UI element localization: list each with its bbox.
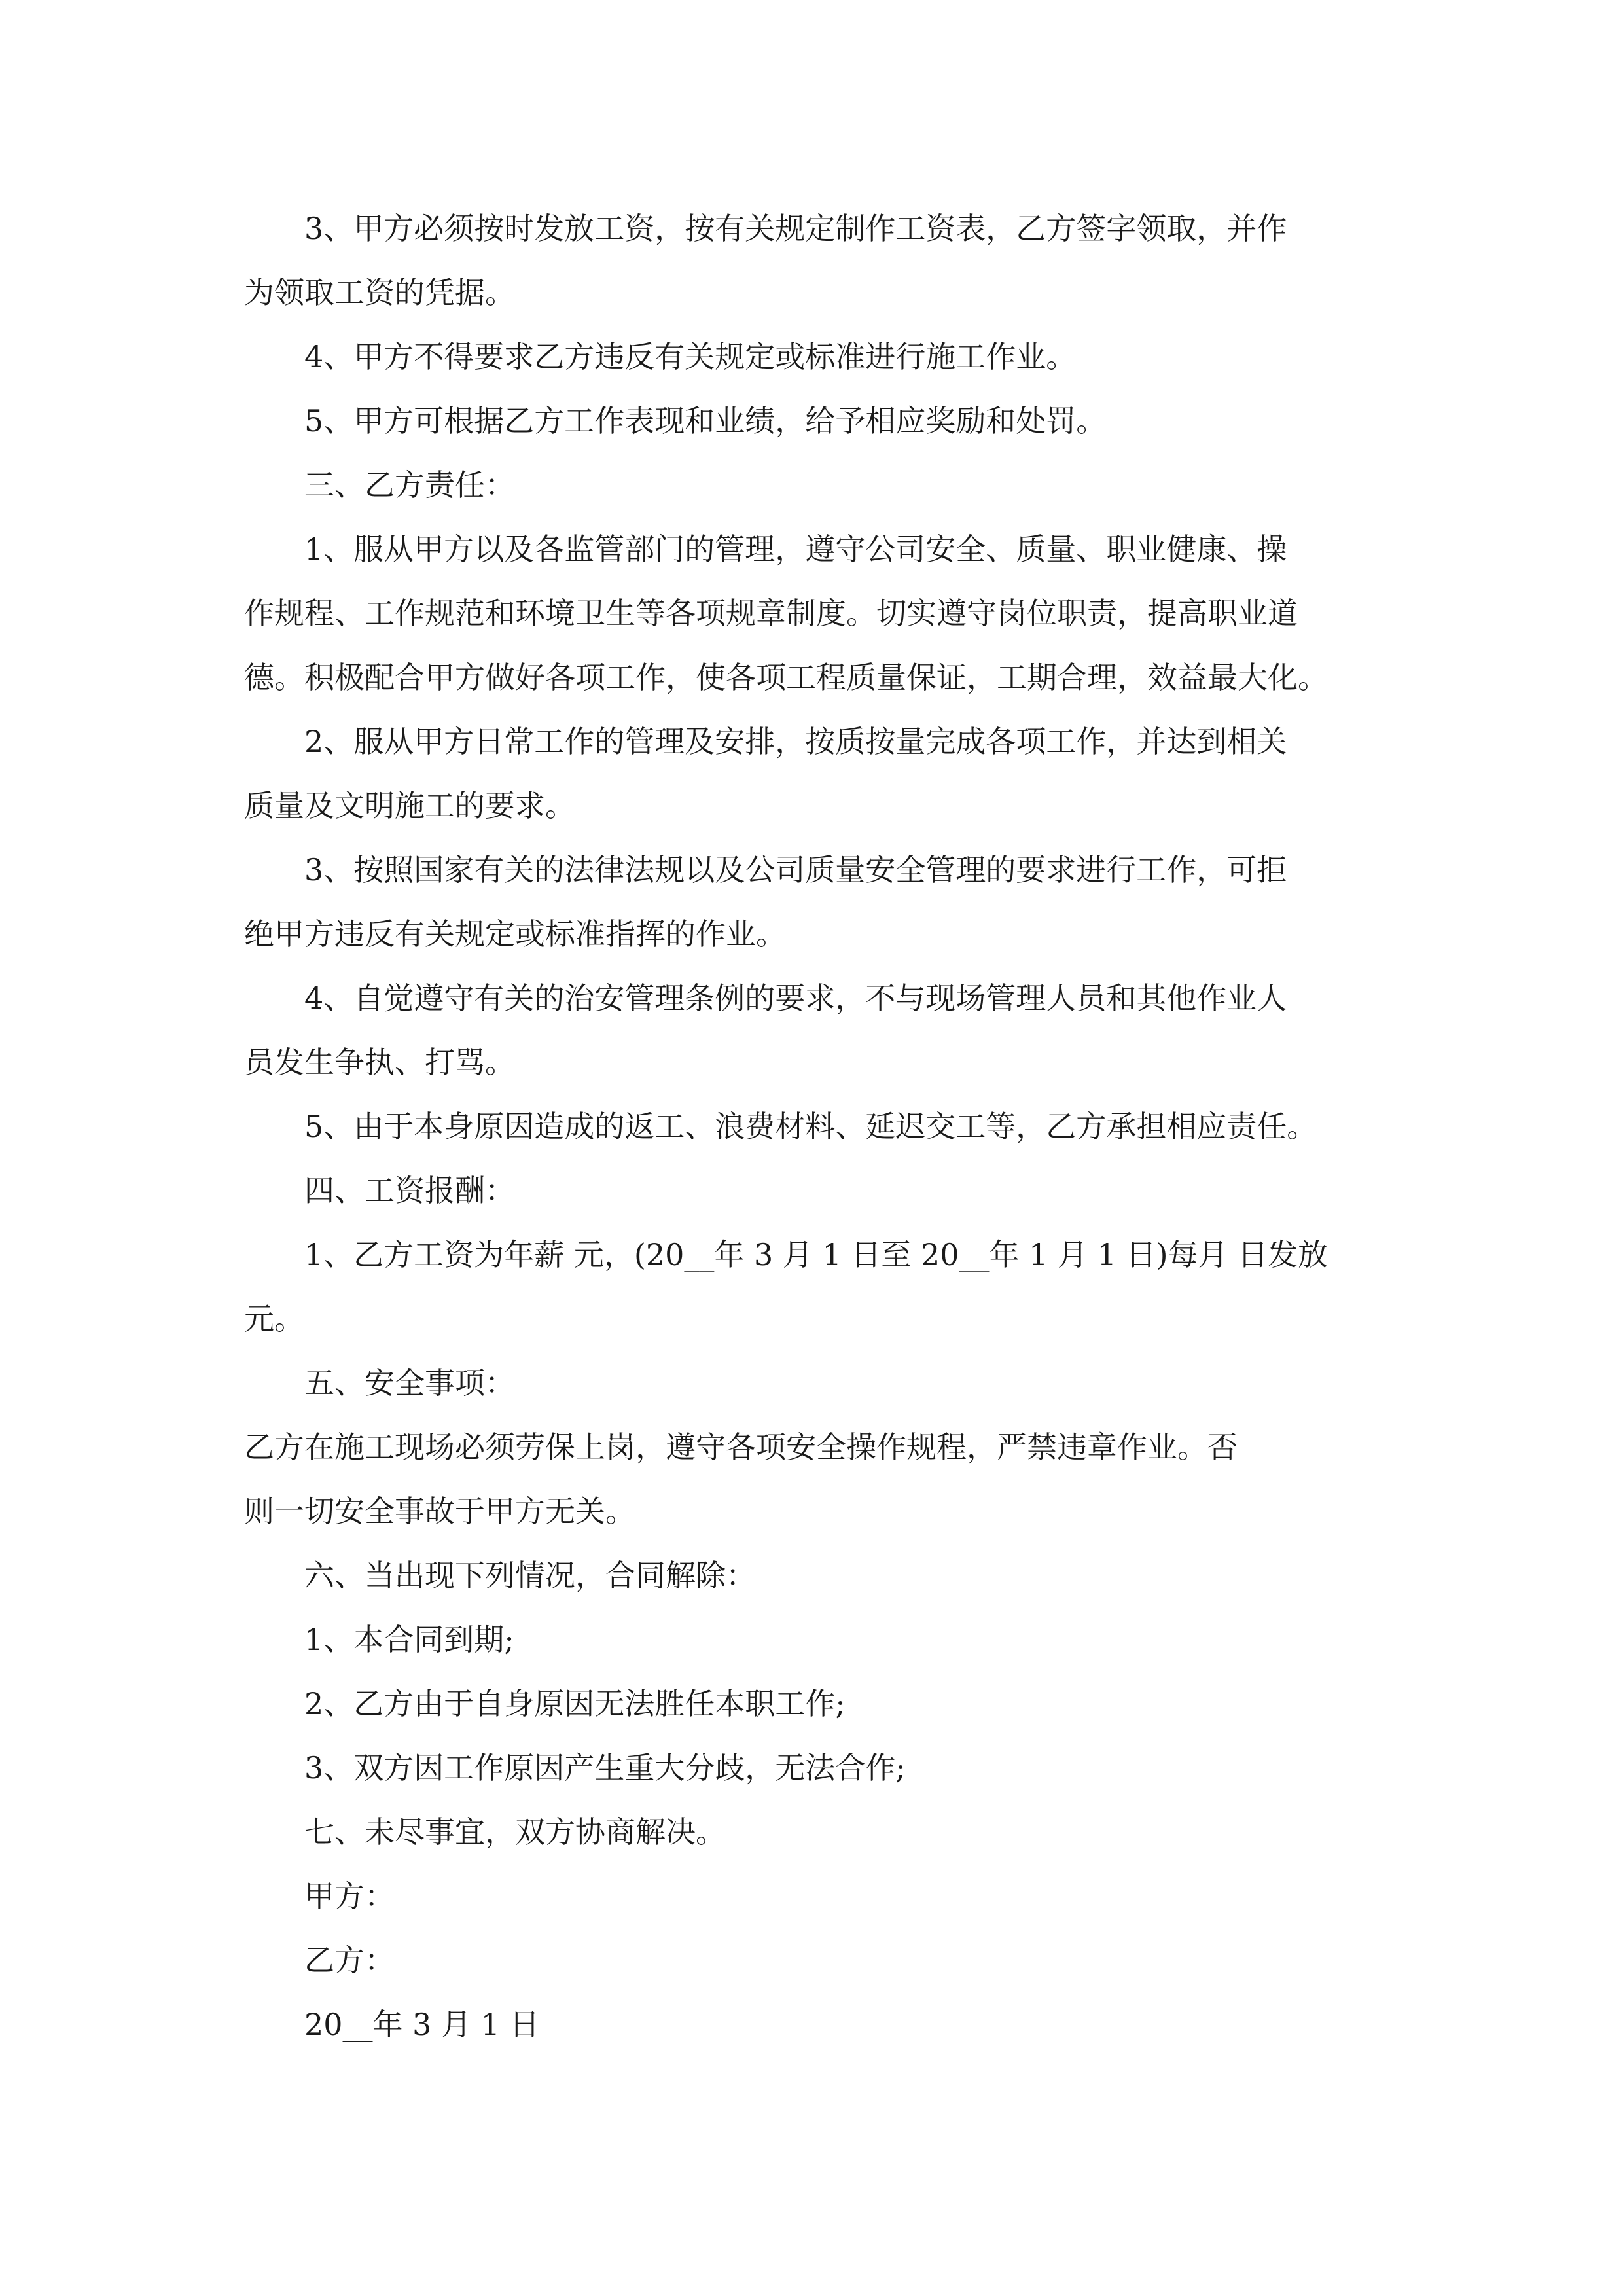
paragraph [244,1094,1393,1158]
paragraph [244,1543,1393,1607]
paragraph-line: 20__年 3 月 1 日 [304,2007,540,2042]
document-page [244,196,1393,2056]
paragraph-line: 质量及文明施工的要求。 [244,788,575,823]
paragraph [244,1672,1393,1736]
paragraph-line: 元。 [244,1301,304,1336]
paragraph-line: 甲方： [304,1878,395,1914]
paragraph-line: 为领取工资的凭据。 [244,275,515,310]
paragraph-line: 4、自觉遵守有关的治安管理条例的要求，不与现场管理人员和其他作业人 [304,980,1287,1016]
paragraph-line: 3、甲方必须按时发放工资，按有关规定制作工资表，乙方签字领取，并作 [304,211,1287,246]
paragraph [244,517,1393,709]
paragraph [244,453,1393,517]
paragraph-line: 乙方在施工现场必须劳保上岗，遵守各项安全操作规程，严禁违章作业。否 [244,1429,1238,1465]
paragraph-line: 5、由于本身原因造成的返工、浪费材料、延迟交工等，乙方承担相应责任。 [304,1109,1317,1144]
paragraph-line: 则一切安全事故于甲方无关。 [244,1494,635,1529]
paragraph [244,1158,1393,1223]
paragraph-line: 作规程、工作规范和环境卫生等各项规章制度。切实遵守岗位职责，提高职业道 [244,596,1298,631]
paragraph [244,1992,1393,2056]
paragraph-line: 1、服从甲方以及各监管部门的管理，遵守公司安全、质量、职业健康、操 [304,531,1287,567]
paragraph [244,838,1393,966]
paragraph-line: 七、未尽事宜，双方协商解决。 [304,1814,726,1850]
paragraph-line: 五、安全事项： [304,1365,515,1401]
paragraph [244,1351,1393,1415]
paragraph [244,1607,1393,1672]
paragraph-line: 1、乙方工资为年薪 元，(20__年 3 月 1 日至 20__年 1 月 1 日)每月 日发放 [304,1237,1329,1272]
paragraph-line: 1、本合同到期; [304,1622,514,1657]
paragraph-line: 六、当出现下列情况，合同解除： [304,1558,756,1593]
paragraph [244,325,1393,389]
paragraph [244,1928,1393,1992]
paragraph-line: 4、甲方不得要求乙方违反有关规定或标准进行施工作业。 [304,339,1077,374]
paragraph [244,1736,1393,1800]
paragraph [244,966,1393,1094]
paragraph [244,709,1393,838]
paragraph-line: 2、乙方由于自身原因无法胜任本职工作; [304,1686,846,1721]
paragraph-line: 四、工资报酬： [304,1173,515,1208]
paragraph-line: 绝甲方违反有关规定或标准指挥的作业。 [244,916,786,952]
paragraph-line: 2、服从甲方日常工作的管理及安排，按质按量完成各项工作，并达到相关 [304,724,1287,759]
paragraph-line: 3、按照国家有关的法律法规以及公司质量安全管理的要求进行工作，可拒 [304,852,1287,888]
paragraph [244,1864,1393,1928]
paragraph-line: 三、乙方责任： [304,467,515,503]
paragraph-line: 乙方： [304,1943,395,1978]
paragraph [244,389,1393,453]
paragraph-line: 德。积极配合甲方做好各项工作，使各项工程质量保证，工期合理，效益最大化。 [244,660,1328,695]
paragraph [244,1223,1393,1351]
paragraph-line: 5、甲方可根据乙方工作表现和业绩，给予相应奖励和处罚。 [304,403,1107,439]
document-body [244,196,1393,2056]
paragraph [244,196,1393,325]
paragraph [244,1800,1393,1864]
paragraph-line: 3、双方因工作原因产生重大分歧，无法合作; [304,1750,906,1785]
paragraph [244,1415,1393,1543]
paragraph-line: 员发生争执、打骂。 [244,1045,515,1080]
